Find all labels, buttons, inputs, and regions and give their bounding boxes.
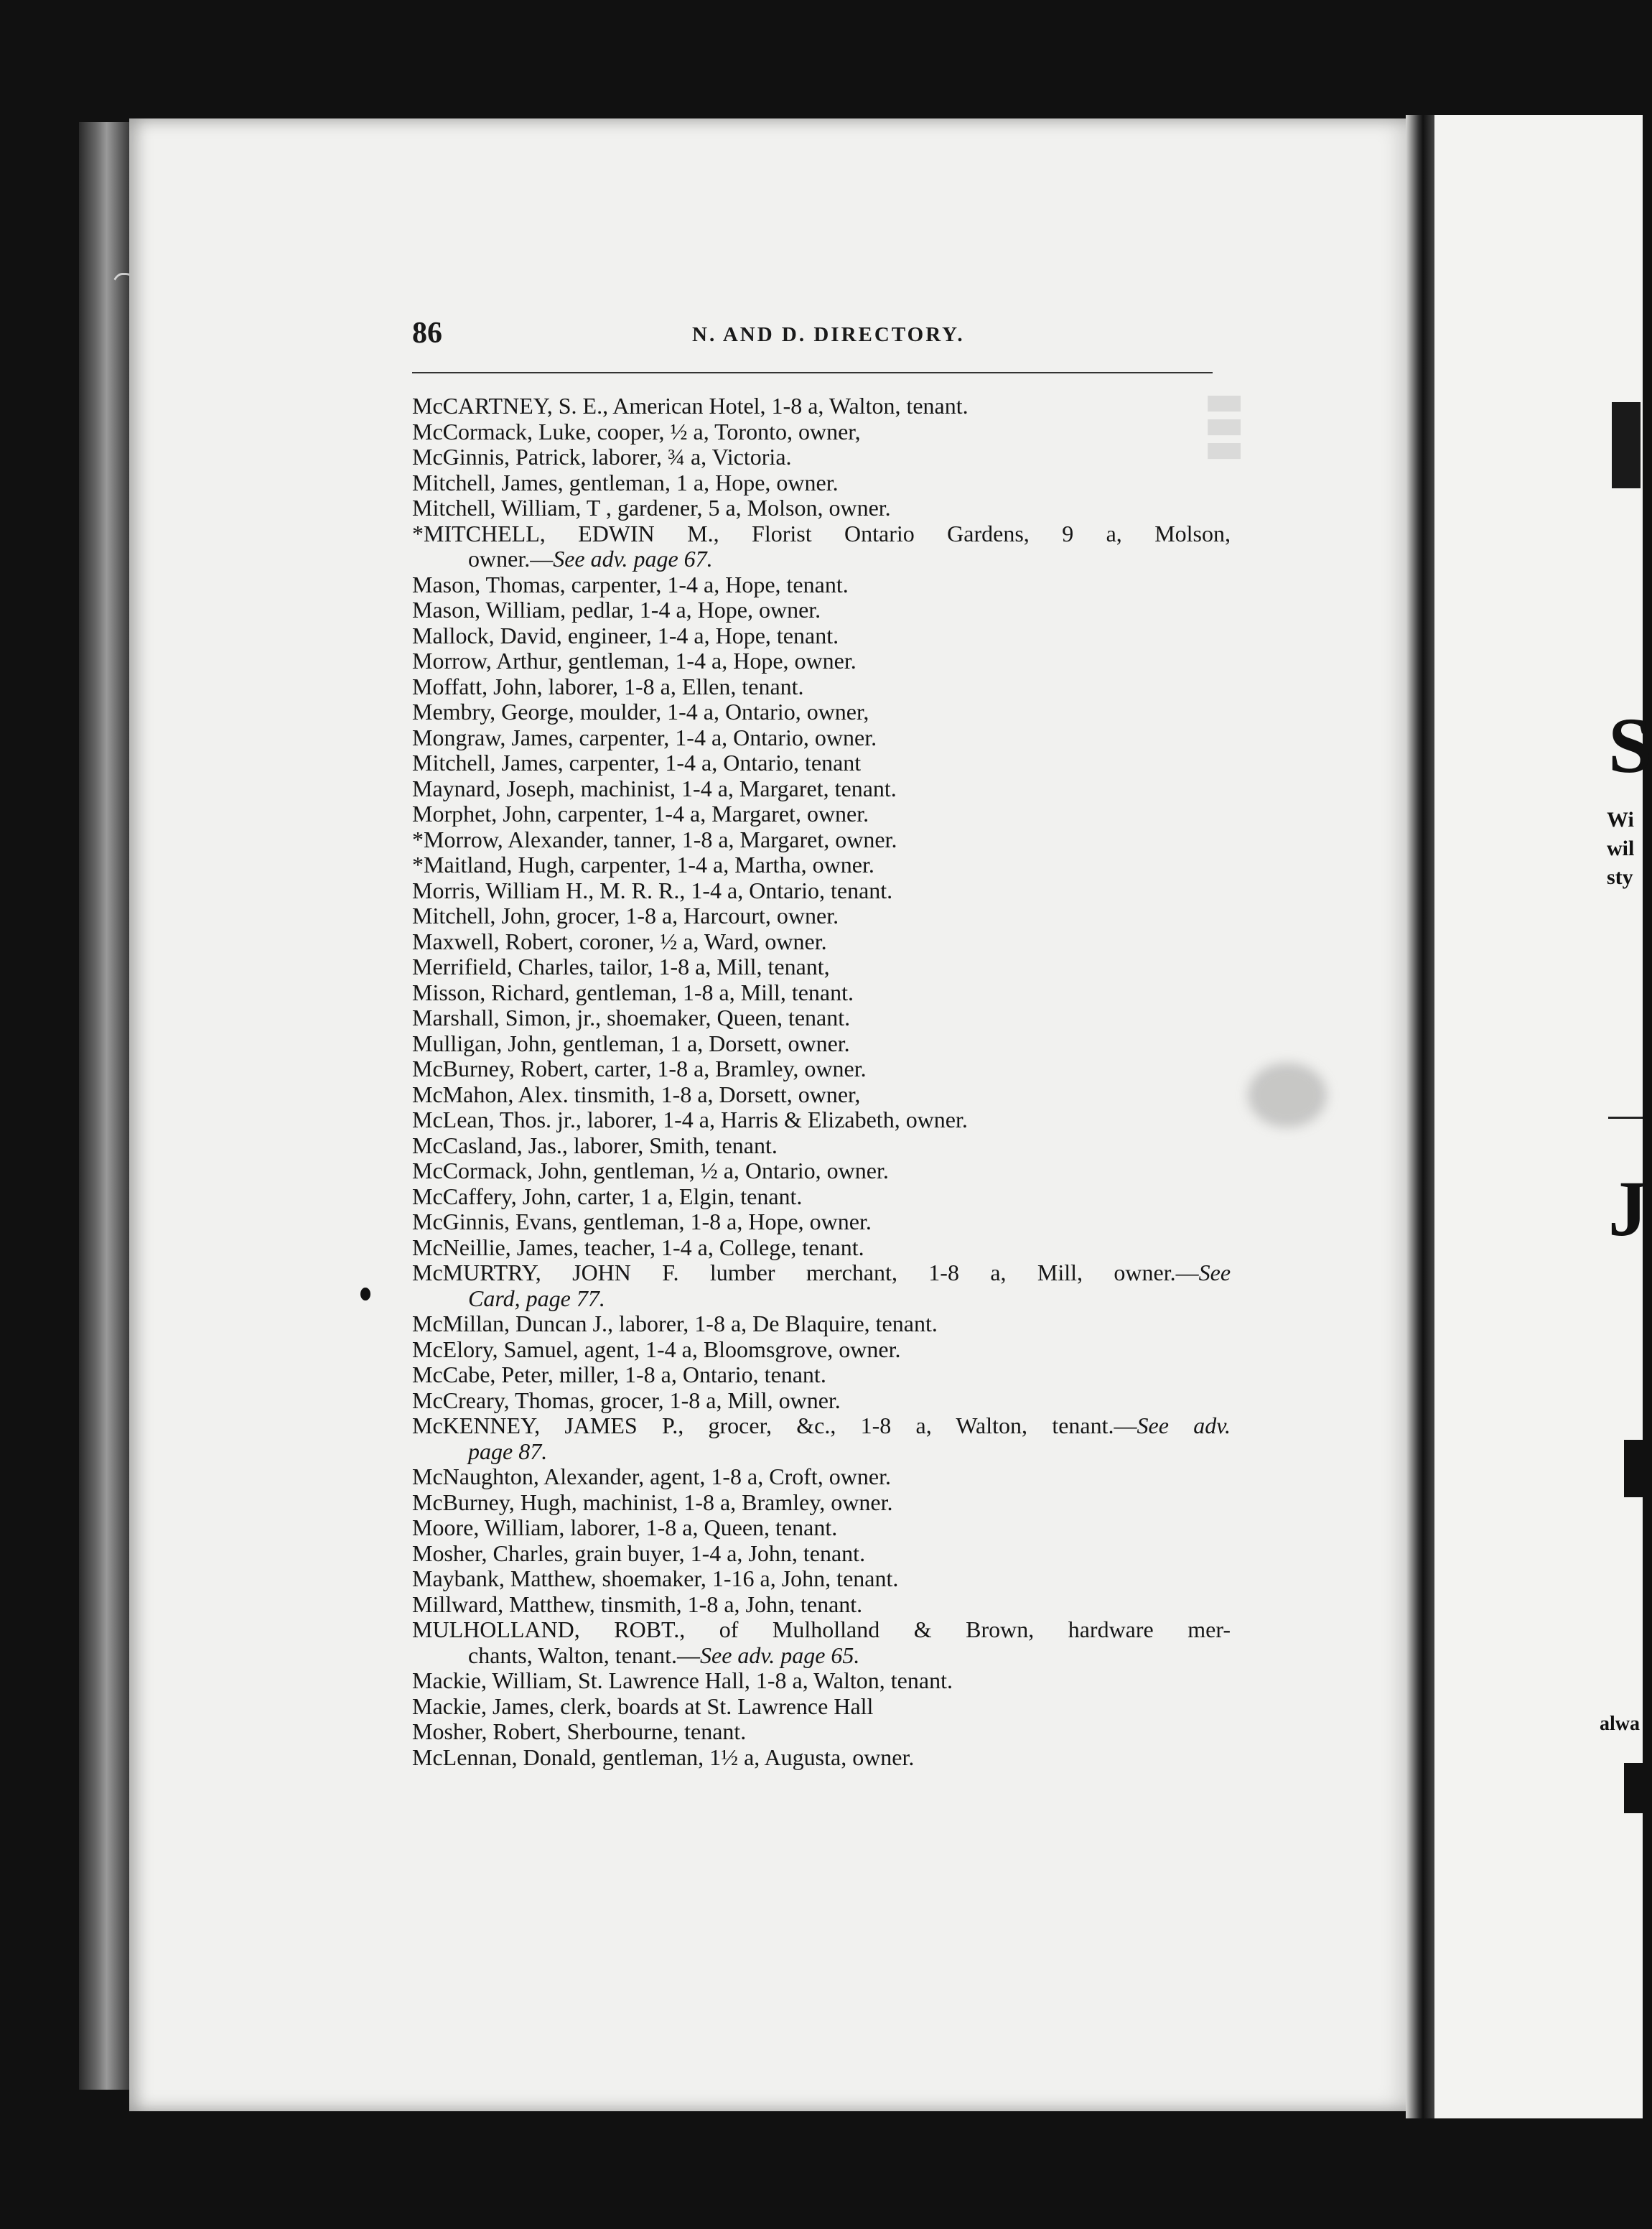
entry-details: machinist, 1-4 a, Margaret, tenant. — [574, 775, 897, 801]
directory-entry — [412, 445, 1231, 470]
entry-details: gentleman, 1-8 a, Mill, tenant. — [569, 979, 854, 1005]
entry-name: McGinnis, Evans, — [412, 1209, 578, 1234]
entry-details: Florist Ontario Gardens, 9 a, Molson, — [719, 520, 1231, 546]
directory-entry — [412, 801, 1231, 827]
entry-name: Mosher, Charles, — [412, 1540, 569, 1566]
margin-mark — [360, 1288, 370, 1300]
entry-name: McCreary, Thomas, — [412, 1387, 595, 1413]
entry-details: coroner, ½ a, Ward, owner. — [573, 928, 827, 954]
entry-name: McCasland, Jas., — [412, 1132, 568, 1158]
facing-page-graphic — [1624, 1763, 1643, 1813]
entry-details: laborer, Smith, tenant. — [567, 1132, 778, 1158]
entry-details: grocer, 1-8 a, Mill, owner. — [594, 1387, 841, 1413]
bleed-through-text: ▮▮▮ — [1203, 391, 1251, 463]
entry-name: Mitchell, James, — [412, 469, 564, 495]
directory-entry — [412, 852, 1231, 878]
entry-details: cooper, ½ a, Toronto, owner, — [591, 418, 861, 445]
entry-details: agent, 1-4 a, Bloomsgrove, owner. — [578, 1336, 901, 1362]
directory-entry — [412, 470, 1231, 496]
directory-entry — [412, 1158, 1231, 1184]
entry-name: McMillan, Duncan J., — [412, 1311, 613, 1336]
entry-name: Mulligan, John, — [412, 1030, 557, 1056]
entry-name: Morris, William H., — [412, 877, 594, 903]
facing-page-graphic — [1612, 402, 1641, 488]
entry-name: McCormack, John, — [412, 1158, 588, 1183]
entry-continuation — [412, 1439, 1231, 1465]
advert-reference: See adv. page 67. — [553, 546, 713, 572]
entry-name: Millward, Matthew, — [412, 1591, 595, 1617]
entry-details: tailor, 1-8 a, Mill, tenant, — [594, 954, 830, 979]
directory-entry — [412, 1464, 1231, 1490]
entry-name: *MITCHELL, EDWIN M., — [412, 520, 719, 546]
directory-entry — [412, 878, 1231, 904]
entry-name: *Morrow, Alexander, — [412, 826, 609, 852]
entry-name: Mason, William, — [412, 597, 566, 623]
entry-details: carpenter, 1-4 a, Ontario, tenant — [563, 750, 862, 776]
entry-details: carpenter, 1-4 a, Margaret, owner. — [551, 801, 869, 827]
directory-entry — [412, 1745, 1231, 1771]
entry-name: McKENNEY, JAMES P., — [412, 1413, 684, 1438]
entry-details: engineer, 1-4 a, Hope, tenant. — [561, 622, 839, 648]
entry-details: carpenter, 1-4 a, Ontario, owner. — [573, 724, 877, 750]
entry-details: carter, 1-8 a, Bramley, owner. — [588, 1056, 867, 1081]
entry-name: McCaffery, John, — [412, 1183, 572, 1209]
entry-name: Mosher, Robert, — [412, 1718, 561, 1744]
directory-entry — [412, 1592, 1231, 1618]
entry-name: Marshall, Simon, jr., — [412, 1005, 602, 1030]
entry-details: grocer, &c., 1-8 a, Walton, tenant.— — [683, 1413, 1137, 1438]
facing-page-fragment: J — [1608, 1165, 1648, 1252]
entry-name: McGinnis, Patrick, — [412, 444, 587, 470]
entry-name: Morrow, Arthur, — [412, 648, 563, 674]
facing-page-rule — [1608, 1117, 1643, 1119]
directory-entries — [412, 394, 1231, 1770]
entry-details: miller, 1-8 a, Ontario, tenant. — [553, 1362, 826, 1387]
entry-details: shoemaker, Queen, tenant. — [601, 1005, 851, 1030]
entry-details: gentleman, 1-8 a, Hope, owner. — [577, 1209, 872, 1234]
entry-name: McCARTNEY, S. E., — [412, 393, 609, 419]
directory-entry — [412, 725, 1231, 751]
entry-details: agent, 1-8 a, Croft, owner. — [644, 1463, 891, 1489]
entry-name: Mallock, David, — [412, 622, 562, 648]
entry-details: gentleman, 1-4 a, Hope, owner. — [562, 648, 857, 674]
directory-entry — [412, 1184, 1231, 1210]
entry-name: McMahon, Alex. — [412, 1081, 569, 1107]
directory-entry — [412, 1337, 1231, 1363]
directory-entry — [412, 1311, 1231, 1337]
entry-name: Moore, William, — [412, 1514, 565, 1540]
entry-details: tinsmith, 1-8 a, John, tenant. — [594, 1591, 863, 1617]
entry-name: McNeillie, James, — [412, 1234, 579, 1260]
entry-name: McNaughton, Alexander, — [412, 1463, 645, 1489]
entry-name: Moffatt, John, — [412, 673, 543, 699]
entry-details: Sherbourne, tenant. — [561, 1718, 747, 1744]
running-title: N. AND D. DIRECTORY. — [692, 323, 965, 346]
directory-entry — [412, 648, 1231, 674]
entry-name: Mackie, James, — [412, 1693, 555, 1719]
directory-entry — [412, 1209, 1231, 1235]
directory-entry — [412, 954, 1231, 980]
entry-details: pedlar, 1-4 a, Hope, owner. — [566, 597, 821, 623]
entry-text: chants, Walton, tenant.— — [468, 1642, 700, 1668]
entry-details: laborer, 1-8 a, Queen, tenant. — [564, 1514, 838, 1540]
entry-name: Mitchell, John, — [412, 903, 551, 929]
entry-text: owner.— — [468, 546, 554, 572]
entry-name: Merrifield, Charles, — [412, 954, 594, 979]
page-gutter — [1406, 115, 1434, 2118]
directory-entry — [412, 980, 1231, 1006]
entry-details: laborer, ¾ a, Victoria. — [586, 444, 792, 470]
directory-entry — [412, 1719, 1231, 1745]
entry-name: *Maitland, Hugh, — [412, 852, 575, 878]
entry-name: Maynard, Joseph, — [412, 775, 575, 801]
directory-entry — [412, 1617, 1231, 1643]
advert-reference: See adv. — [1137, 1413, 1231, 1438]
entry-details: laborer, 1-8 a, De Blaquire, tenant. — [612, 1311, 938, 1336]
directory-entry — [412, 623, 1231, 649]
header-rule — [412, 372, 1213, 373]
entry-name: Mitchell, James, — [412, 750, 564, 776]
entry-details: M. R. R., 1-4 a, Ontario, tenant. — [594, 877, 893, 903]
directory-entry — [412, 1388, 1231, 1414]
entry-name: Morphet, John, — [412, 801, 552, 827]
directory-entry — [412, 1031, 1231, 1057]
directory-entry — [412, 1694, 1231, 1720]
entry-name: McBurney, Hugh, — [412, 1489, 577, 1515]
directory-entry — [412, 572, 1231, 598]
entry-details: gentleman, ½ a, Ontario, owner. — [587, 1158, 889, 1183]
directory-entry — [412, 521, 1231, 547]
directory-entry — [412, 674, 1231, 700]
directory-entry — [412, 1362, 1231, 1388]
directory-entry — [412, 1056, 1231, 1082]
book-spine — [79, 122, 129, 2090]
entry-continuation — [412, 546, 1231, 572]
page-number: 86 — [412, 317, 442, 350]
entry-name: Mitchell, William, T , — [412, 495, 612, 521]
directory-entry — [412, 1566, 1231, 1592]
entry-name: McLean, Thos. jr., — [412, 1107, 582, 1132]
directory-entry — [412, 1235, 1231, 1261]
entry-name: McElory, Samuel, — [412, 1336, 579, 1362]
entry-details: carpenter, 1-4 a, Martha, owner. — [574, 852, 874, 878]
directory-entry — [412, 394, 1231, 419]
directory-entry — [412, 1413, 1231, 1439]
entry-details: carter, 1 a, Elgin, tenant. — [571, 1183, 803, 1209]
ink-smudge — [1248, 1063, 1327, 1127]
entry-name: Mongraw, James, — [412, 724, 574, 750]
entry-details: gentleman, 1 a, Hope, owner. — [563, 469, 839, 495]
advert-reference: See adv. page 65. — [699, 1642, 860, 1668]
entry-name: McLennan, Donald, — [412, 1744, 597, 1770]
directory-entry — [412, 1515, 1231, 1541]
directory-entry — [412, 929, 1231, 955]
facing-page-fragment: wil — [1607, 837, 1635, 860]
facing-page-graphic — [1624, 1440, 1643, 1497]
entry-details: clerk, boards at St. Lawrence Hall — [554, 1693, 874, 1719]
entry-name: Misson, Richard, — [412, 979, 570, 1005]
entry-details: machinist, 1-8 a, Bramley, owner. — [577, 1489, 893, 1515]
entry-details: laborer, 1-8 a, Ellen, tenant. — [542, 673, 804, 699]
entry-details: laborer, 1-4 a, Harris & Elizabeth, owner. — [581, 1107, 968, 1132]
entry-name: Maxwell, Robert, — [412, 928, 574, 954]
entry-name: Maybank, Matthew, — [412, 1565, 597, 1591]
entry-details: carpenter, 1-4 a, Hope, tenant. — [565, 571, 849, 597]
entry-name: McCabe, Peter, — [412, 1362, 554, 1387]
directory-entry — [412, 903, 1231, 929]
facing-page-fragment: sty — [1607, 865, 1633, 889]
directory-entry — [412, 1668, 1231, 1694]
entry-details: lumber merchant, 1-8 a, Mill, owner.— — [678, 1260, 1199, 1285]
entry-details: shoemaker, 1-16 a, John, tenant. — [596, 1565, 899, 1591]
entry-details: St. Lawrence Hall, 1-8 a, Walton, tenant. — [571, 1667, 953, 1693]
directory-entry — [412, 1107, 1231, 1133]
directory-entry — [412, 495, 1231, 521]
entry-name: Membry, George, — [412, 699, 574, 725]
advert-reference: Card, page 77. — [468, 1285, 605, 1311]
entry-details: American Hotel, 1-8 a, Walton, tenant. — [608, 393, 969, 419]
entry-details: of Mulholland & Brown, hardware mer- — [685, 1616, 1231, 1642]
advert-reference: page 87. — [468, 1438, 548, 1464]
entry-details: tinsmith, 1-8 a, Dorsett, owner, — [568, 1081, 861, 1107]
directory-entry — [412, 750, 1231, 776]
entry-name: Mackie, William, — [412, 1667, 572, 1693]
entry-continuation — [412, 1643, 1231, 1669]
entry-details: grocer, 1-8 a, Harcourt, owner. — [550, 903, 839, 929]
entry-name: MULHOLLAND, ROBT., — [412, 1616, 686, 1642]
directory-entry — [412, 776, 1231, 802]
directory-entry — [412, 419, 1231, 445]
directory-entry — [412, 1490, 1231, 1516]
facing-page-fragment: S — [1608, 702, 1652, 789]
directory-entry — [412, 1082, 1231, 1108]
directory-entry — [412, 1541, 1231, 1567]
entry-name: Mason, Thomas, — [412, 571, 566, 597]
entry-name: McBurney, Robert, — [412, 1056, 589, 1081]
facing-page-fragment: Wi — [1607, 808, 1634, 832]
entry-details: gentleman, 1 a, Dorsett, owner. — [556, 1030, 850, 1056]
entry-details: gardener, 5 a, Molson, owner. — [611, 495, 891, 521]
directory-entry — [412, 1260, 1231, 1286]
entry-details: moulder, 1-4 a, Ontario, owner, — [574, 699, 869, 725]
entry-details: tanner, 1-8 a, Margaret, owner. — [608, 826, 897, 852]
directory-entry — [412, 699, 1231, 725]
directory-entry — [412, 1133, 1231, 1159]
entry-name: McCormack, Luke, — [412, 418, 592, 445]
entry-details: teacher, 1-4 a, College, tenant. — [578, 1234, 864, 1260]
advert-reference: See — [1198, 1260, 1231, 1285]
entry-details: grain buyer, 1-4 a, John, tenant. — [569, 1540, 866, 1566]
facing-page-fragment: alwa — [1600, 1713, 1640, 1735]
entry-name: McMURTRY, JOHN F. — [412, 1260, 679, 1285]
page-header — [412, 316, 1223, 359]
entry-details: gentleman, 1½ a, Augusta, owner. — [596, 1744, 915, 1770]
directory-entry — [412, 1005, 1231, 1031]
directory-entry — [412, 597, 1231, 623]
directory-entry — [412, 827, 1231, 853]
entry-continuation — [412, 1286, 1231, 1312]
